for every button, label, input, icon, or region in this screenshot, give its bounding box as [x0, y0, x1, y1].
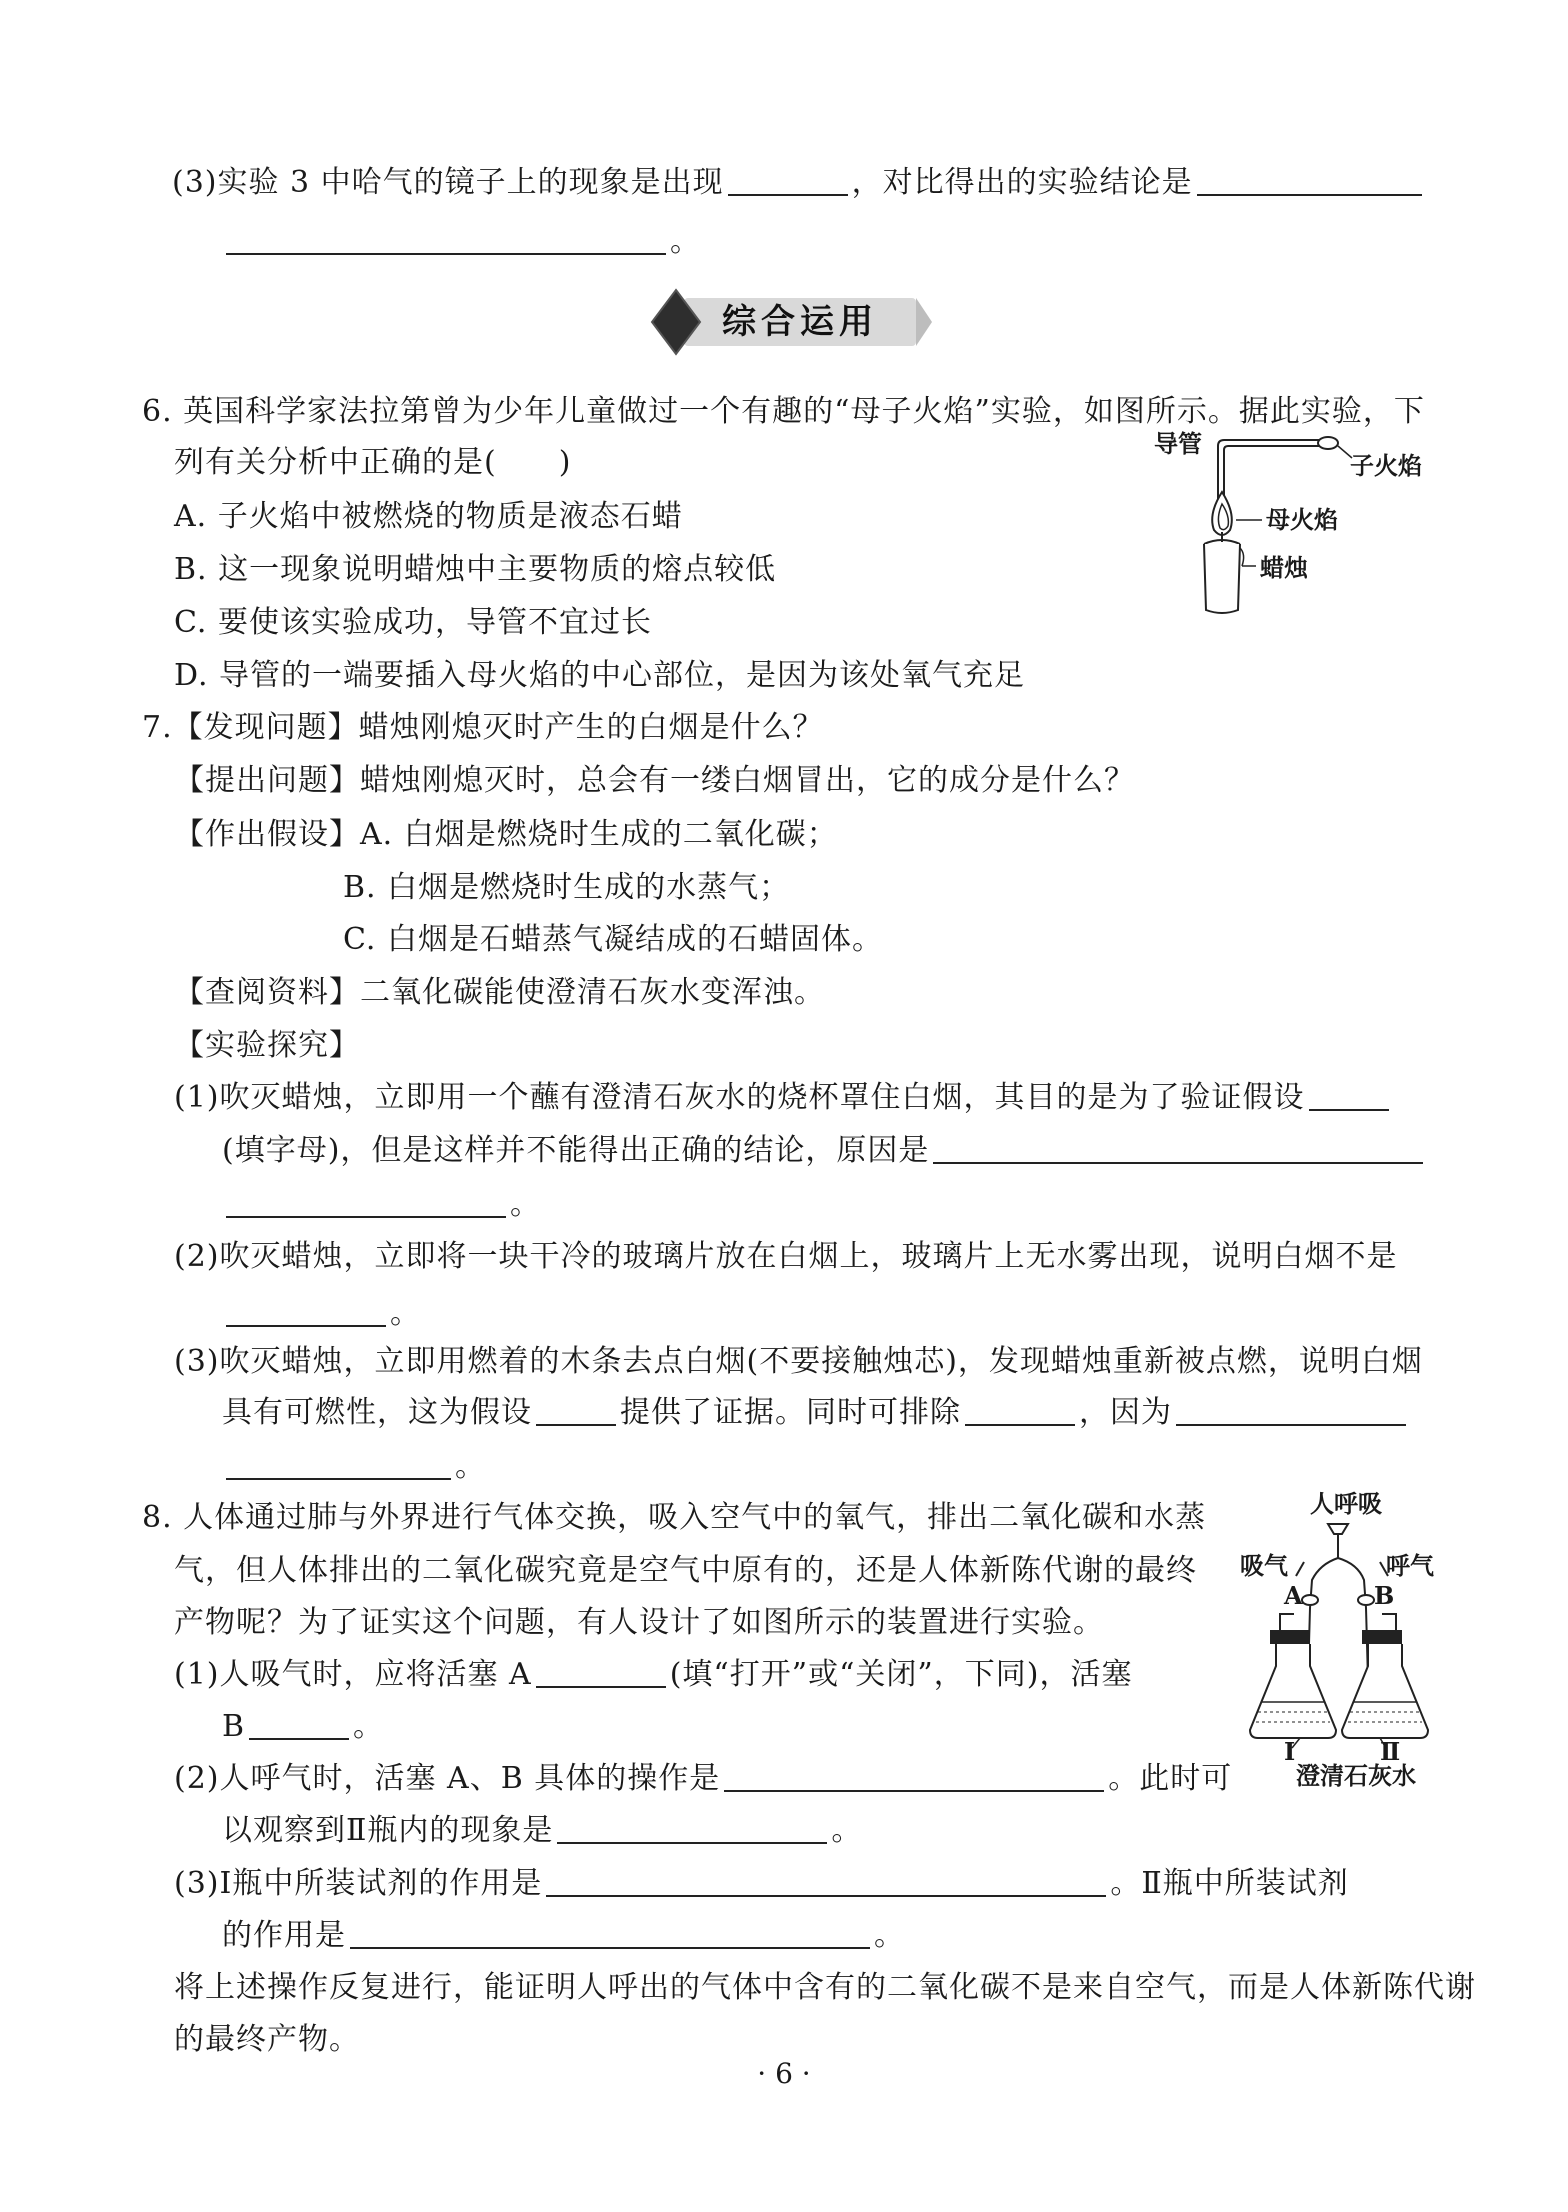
q7-p3-text-c: ，因为	[1079, 1395, 1172, 1430]
q8-p3-period: 。	[874, 1918, 905, 1953]
q5-period: 。	[670, 224, 701, 259]
q7-p3-line2	[222, 1393, 1410, 1433]
q7-line5: C. 白烟是石蜡蒸气凝结成的石蜡固体。	[343, 922, 883, 957]
q7-line4: B. 白烟是燃烧时生成的水蒸气；	[343, 870, 791, 905]
label-stopcock-a: A	[1284, 1581, 1303, 1610]
q8-p2-period: 。	[831, 1813, 863, 1848]
q8-p1-text-c: B	[222, 1709, 246, 1744]
q7-line1: 7.【发现问题】蜡烛刚熄灭时产生的白烟是什么？	[142, 710, 824, 745]
q7-p3-text-b: 提供了证据。同时可排除	[620, 1395, 961, 1430]
label-bottle-ii: Ⅱ	[1380, 1737, 1401, 1766]
q8-p3-text-b: 。Ⅱ瓶中所装试剂	[1110, 1866, 1349, 1901]
q7-p3-text-a: 具有可燃性，这为假设	[222, 1395, 532, 1430]
label-child-flame: 子火焰	[1350, 451, 1422, 480]
breathing-apparatus-figure	[1240, 1489, 1434, 1790]
q8-stem-line3: 产物呢？为了证实这个问题，有人设计了如图所示的装置进行实验。	[174, 1605, 1104, 1640]
q8-p2-text-c: 以观察到Ⅱ瓶内的现象是	[222, 1813, 554, 1848]
q8-stem-line1: 8. 人体通过肺与外界进行气体交换，吸入空气中的氧气，排出二氧化碳和水蒸	[142, 1500, 1207, 1535]
page-number: · 6 ·	[757, 2057, 811, 2090]
section-title: 综合运用	[722, 302, 878, 342]
q6-option-d[interactable]: D. 导管的一端要插入母火焰的中心部位，是因为该处氧气充足	[174, 658, 1026, 693]
q8-p1-text-b: (填“打开”或“关闭”，下同)，活塞	[669, 1657, 1133, 1692]
label-tube: 导管	[1154, 429, 1202, 458]
label-candle: 蜡烛	[1260, 553, 1308, 582]
q6-option-c[interactable]: C. 要使该实验成功，导管不宜过长	[174, 605, 652, 640]
q7-p2-line1: (2)吹灭蜡烛，立即将一块干冷的玻璃片放在白烟上，玻璃片上无水雾出现，说明白烟不是	[174, 1239, 1398, 1274]
q6-stem-line2: 列有关分析中正确的是( )	[174, 445, 572, 480]
q7-p3-blank-reason-cont[interactable]	[226, 1448, 451, 1480]
q8-p3-line1	[174, 1864, 1349, 1904]
q8-stem-line2: 气，但人体排出的二氧化碳究竟是空气中原有的，还是人体新陈代谢的最终	[174, 1553, 1197, 1588]
q8-p2-text-b: 。此时可	[1108, 1761, 1233, 1796]
q8-p2-blank-phenomenon[interactable]	[557, 1812, 827, 1844]
q7-p3-period: 。	[455, 1449, 486, 1484]
q8-p2-line1	[174, 1759, 1232, 1799]
q7-line7: 【实验探究】	[174, 1028, 360, 1063]
q8-p2-line2	[222, 1811, 862, 1851]
section-banner	[636, 284, 936, 360]
q5-blank-conclusion[interactable]	[1197, 164, 1422, 196]
q7-p2-blank[interactable]	[226, 1295, 386, 1327]
q7-p3-blank-hypothesis[interactable]	[536, 1394, 616, 1426]
label-breath: 人呼吸	[1310, 1489, 1382, 1518]
label-stopcock-b: B	[1374, 1581, 1395, 1610]
q8-p1-blank-a[interactable]	[536, 1656, 666, 1688]
label-inhale: 吸气	[1240, 1551, 1288, 1580]
q7-p1-line3	[222, 1185, 541, 1225]
breathing-apparatus-diagram	[1240, 1490, 1430, 1790]
q8-tail-line2: 的最终产物。	[174, 2022, 360, 2057]
q7-p1-period: 。	[510, 1187, 541, 1222]
q7-p3-blank-exclude[interactable]	[965, 1394, 1075, 1426]
q8-p1-blank-b[interactable]	[249, 1708, 349, 1740]
q7-p1-text-a: (1)吹灭蜡烛，立即用一个蘸有澄清石灰水的烧杯罩住白烟，其目的是为了验证假设	[174, 1080, 1305, 1115]
q6-option-a[interactable]: A. 子火焰中被燃烧的物质是液态石蜡	[174, 499, 683, 534]
q8-p3-blank-bottle2[interactable]	[350, 1917, 870, 1949]
label-limewater: 澄清石灰水	[1296, 1761, 1416, 1790]
q5-blank-conclusion-cont[interactable]	[226, 223, 666, 255]
q7-p2-line2	[222, 1294, 421, 1334]
q7-p1-blank-reason-cont[interactable]	[226, 1186, 506, 1218]
q5-part3-line1	[172, 163, 1426, 203]
label-exhale: 呼气	[1386, 1551, 1434, 1580]
q7-p1-text-b: (填字母)，但是这样并不能得出正确的结论，原因是	[222, 1133, 930, 1168]
q8-tail-line1: 将上述操作反复进行，能证明人呼出的气体中含有的二氧化碳不是来自空气，而是人体新陈代谢	[174, 1970, 1476, 2005]
q7-line2: 【提出问题】蜡烛刚熄灭时，总会有一缕白烟冒出，它的成分是什么？	[174, 763, 1135, 798]
q8-p3-text-a: (3)Ⅰ瓶中所装试剂的作用是	[174, 1866, 543, 1901]
q7-line6: 【查阅资料】二氧化碳能使澄清石灰水变浑浊。	[174, 975, 825, 1010]
q7-p3-blank-reason[interactable]	[1176, 1394, 1406, 1426]
q6-stem-line1: 6. 英国科学家法拉第曾为少年儿童做过一个有趣的“母子火焰”实验，如图所示。据此实验，下	[142, 394, 1425, 429]
q8-p1-text-a: (1)人吸气时，应将活塞 A	[174, 1657, 532, 1692]
q5-part3-line2	[222, 222, 701, 262]
q8-p3-blank-bottle1[interactable]	[546, 1865, 1106, 1897]
q8-p1-period: 。	[353, 1709, 385, 1744]
q7-line3: 【作出假设】A. 白烟是燃烧时生成的二氧化碳；	[174, 817, 838, 852]
q7-p1-blank-reason[interactable]	[933, 1132, 1423, 1164]
q7-p1-blank-hypothesis[interactable]	[1309, 1079, 1389, 1111]
q8-p1-line2	[222, 1707, 384, 1747]
candle-flame-figure	[1150, 429, 1440, 622]
q7-p3-line1: (3)吹灭蜡烛，立即用燃着的木条去点白烟(不要接触烛芯)，发现蜡烛重新被点燃，说明白烟	[174, 1344, 1423, 1379]
q8-p2-text-a: (2)人呼气时，活塞 A、B 具体的操作是	[174, 1761, 721, 1796]
q8-p2-blank-operation[interactable]	[724, 1760, 1104, 1792]
q7-p1-line2	[222, 1131, 1427, 1171]
q5-blank-phenomenon[interactable]	[728, 164, 848, 196]
q5-text-b: ，对比得出的实验结论是	[851, 165, 1193, 200]
q7-p1-line1	[174, 1078, 1393, 1118]
q7-p3-line3	[222, 1447, 486, 1487]
label-bottle-i: Ⅰ	[1284, 1737, 1296, 1766]
q8-p3-text-c: 的作用是	[222, 1918, 346, 1953]
q6-option-b[interactable]: B. 这一现象说明蜡烛中主要物质的熔点较低	[174, 552, 777, 587]
q7-p2-period: 。	[390, 1296, 421, 1331]
q5-text-a: (3)实验 3 中哈气的镜子上的现象是出现	[172, 165, 724, 200]
label-mother-flame: 母火焰	[1266, 505, 1338, 534]
q8-p1-line1	[174, 1655, 1132, 1695]
q8-p3-line2	[222, 1916, 905, 1956]
